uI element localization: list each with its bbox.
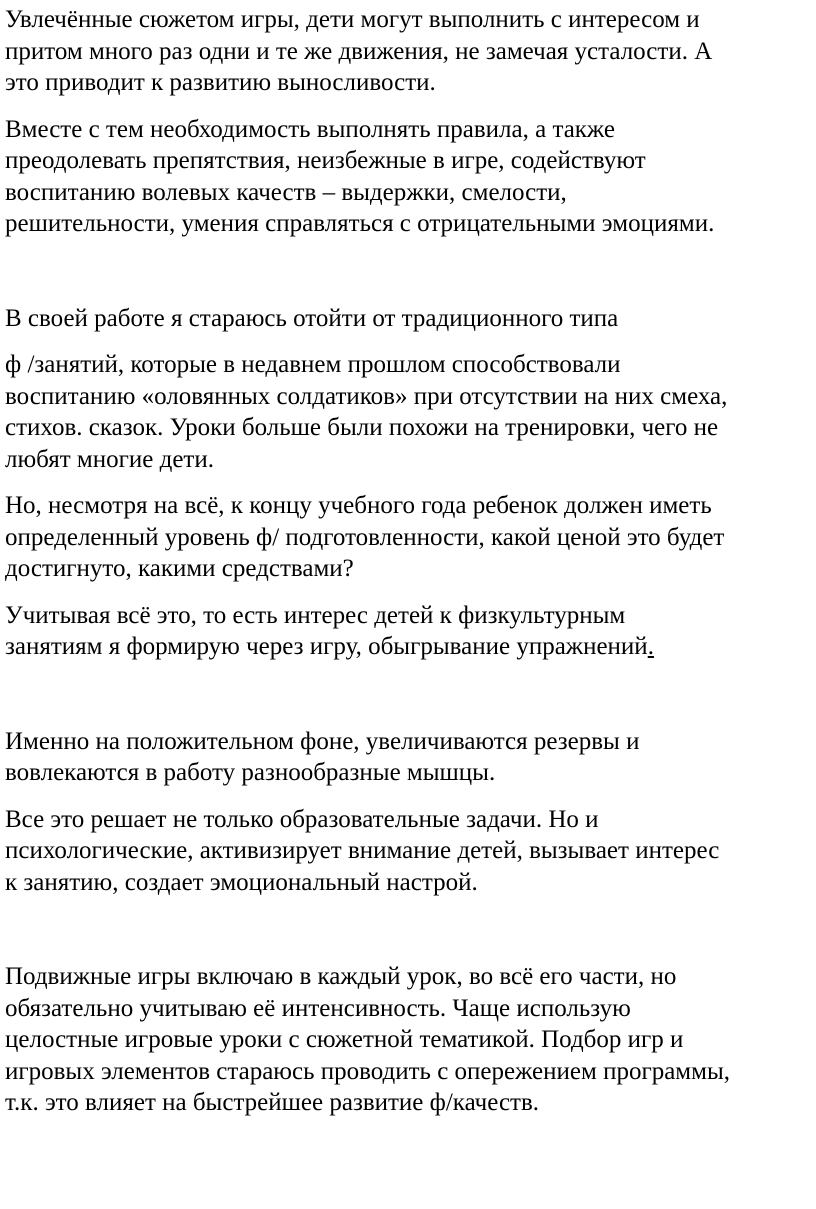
underlined-period: . — [647, 633, 654, 660]
text-line: это приводит к развитию выносливости. — [5, 69, 436, 96]
paragraph-positive-background — [5, 726, 812, 789]
text-line: Именно на положительном фоне, увеличиваются резервы и — [5, 727, 640, 755]
paragraph-endurance — [5, 4, 812, 99]
text-line: т.к. это влияет на быстрейшее развитие ф/качеств. — [5, 1089, 540, 1116]
text-line: достигнуто, какими средствами? — [5, 555, 354, 582]
text-line: любят многие дети. — [5, 445, 214, 473]
paragraph-spacer — [5, 663, 812, 726]
text-line: Учитывая всё это, то есть интерес детей к физкультурным — [5, 601, 626, 629]
text-line: вовлекаются в работу разнообразные мышцы. — [5, 759, 496, 786]
paragraph-spacer — [5, 99, 812, 114]
text-line: решительности, умения справляться с отрицательными эмоциями. — [5, 210, 715, 237]
text-line: к занятию, создает эмоциональный настрой. — [5, 868, 478, 896]
text-line: В своей работе я стараюсь отойти от традиционного типа — [5, 304, 619, 332]
text-line: Увлечённые сюжетом игры, дети могут выполнить с интересом и — [5, 6, 700, 33]
paragraph-spacer — [5, 898, 812, 961]
text-line: притом много раз одни и те же движения, не замечая усталости. А — [5, 37, 713, 65]
text-line: психологические, активизирует внимание детей, вызывает интерес — [5, 837, 720, 864]
paragraph-willpower — [5, 114, 812, 240]
text-line: обязательно учитываю её интенсивность. Чаще использую — [5, 994, 631, 1022]
paragraph-spacer — [5, 240, 812, 303]
paragraph-spacer — [5, 475, 812, 490]
paragraph-spacer — [5, 789, 812, 804]
text-line: Подвижные игры включаю в каждый урок, во всё его части, но — [5, 963, 677, 990]
text-line: стихов. сказок. Уроки больше были похожи на тренировки, чего не — [5, 414, 719, 441]
text-line: целостные игровые уроки с сюжетной тематикой. Подбор игр и — [5, 1026, 684, 1053]
paragraph-preparedness — [5, 490, 812, 585]
text-line — [5, 631, 812, 663]
text-line: игровых элементов стараюсь проводить с опережением программы, — [5, 1057, 730, 1085]
text-line: Все это решает не только образовательные задачи. Но и — [5, 805, 599, 833]
text-line-body: занятиям я формирую через игру, обыгрывание упражнений — [5, 633, 648, 660]
text-line: воспитанию «оловянных солдатиков» при отсутствии на них смеха, — [5, 382, 728, 410]
text-line: воспитанию волевых качеств – выдержки, смелости, — [5, 178, 567, 206]
paragraph-my-work — [5, 303, 812, 335]
paragraph-tasks — [5, 804, 812, 899]
paragraph-interest — [5, 600, 812, 663]
text-line: преодолевать препятствия, неизбежные в игре, содействуют — [5, 147, 646, 174]
paragraph-spacer — [5, 585, 812, 600]
text-line: определенный уровень ф/ подготовленности, какой ценой это будет — [5, 523, 725, 551]
text-line: ф /занятий, которые в недавнем прошлом способствовали — [5, 351, 621, 378]
paragraph-spacer — [5, 334, 812, 349]
paragraph-tin-soldiers — [5, 349, 812, 475]
text-line: Но, несмотря на всё, к концу учебного года ребенок должен иметь — [5, 492, 712, 519]
text-line: Вместе с тем необходимость выполнять правила, а также — [5, 115, 615, 143]
paragraph-outdoor-games — [5, 961, 812, 1119]
